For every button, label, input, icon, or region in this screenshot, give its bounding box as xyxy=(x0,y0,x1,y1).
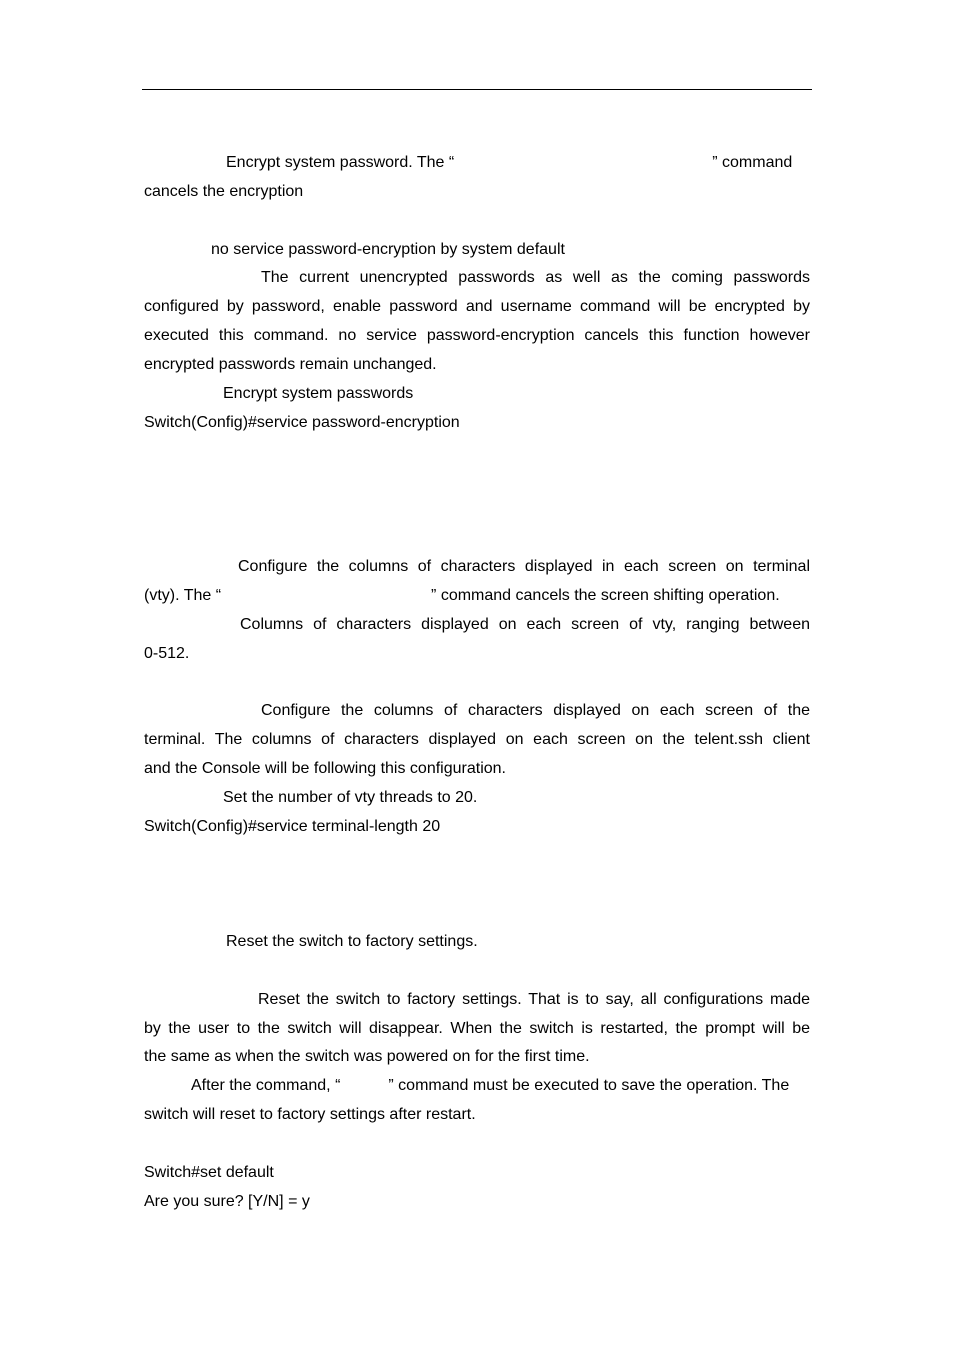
s3-purpose: Reset the switch to factory settings. xyxy=(226,933,478,950)
s1-usage-line-1: The current unencrypted passwords as well as the coming passwords xyxy=(261,269,810,286)
header-rule xyxy=(142,89,812,90)
s1-example: Encrypt system passwords xyxy=(223,385,414,402)
s2-command: Switch(Config)#service terminal-length 20 xyxy=(144,818,441,835)
s3-confirm: Are you sure? [Y/N] = y xyxy=(144,1193,310,1210)
s1-usage-line-2: configured by password, enable password and username command will be encrypted by xyxy=(144,298,810,315)
s1-purpose-line-1: Encrypt system password. The “ ” command xyxy=(226,154,793,171)
s2-purpose-line-1: Configure the columns of characters displayed in each screen on terminal xyxy=(238,558,810,575)
s2-param-line-2: 0-512. xyxy=(144,645,190,662)
s1-default: no service password-encryption by system default xyxy=(211,241,565,258)
s3-usage-line-2: by the user to the switch will disappear. When the switch is restarted, the prompt will be xyxy=(144,1020,810,1037)
s2-usage-line-3: and the Console will be following this configuration. xyxy=(144,760,506,777)
s3-usage-line-1: Reset the switch to factory settings. That is to say, all configurations made xyxy=(258,991,810,1008)
s3-usage-line-3: the same as when the switch was powered on for the first time. xyxy=(144,1048,590,1065)
s3-command: Switch#set default xyxy=(144,1164,274,1181)
s3-usage-line-5: switch will reset to factory settings after restart. xyxy=(144,1106,476,1123)
s3-usage-line-4: After the command, “ ” command must be executed to save the operation. The xyxy=(191,1077,790,1094)
s1-purpose-line-2: cancels the encryption xyxy=(144,183,304,200)
s2-example: Set the number of vty threads to 20. xyxy=(223,789,478,806)
s2-usage-line-2: terminal. The columns of characters displayed on each screen on the telent.ssh client xyxy=(144,731,810,748)
s1-command: Switch(Config)#service password-encryption xyxy=(144,414,460,431)
s1-usage-line-4: encrypted passwords remain unchanged. xyxy=(144,356,437,373)
s2-usage-line-1: Configure the columns of characters displayed on each screen of the xyxy=(261,702,810,719)
s2-purpose-line-2: (vty). The “ ” command cancels the screen shifting operation. xyxy=(144,587,780,604)
s1-usage-line-3: executed this command. no service password-encryption cancels this function however xyxy=(144,327,810,344)
s2-param-line-1: Columns of characters displayed on each screen of vty, ranging between xyxy=(240,616,810,633)
